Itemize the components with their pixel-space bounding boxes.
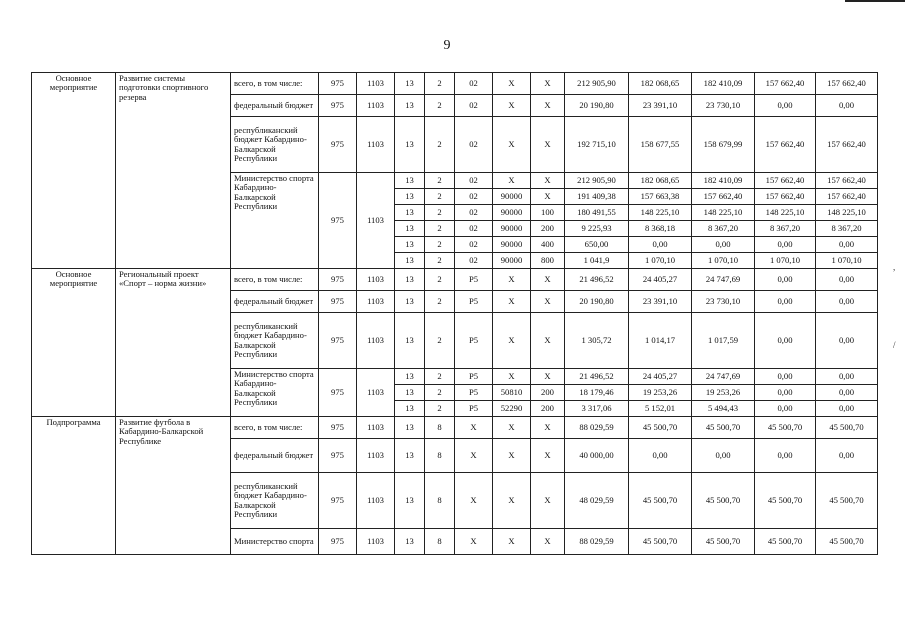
amount-cell: 212 905,90 [565, 73, 629, 95]
section-code-cell: 1103 [357, 369, 395, 417]
amount-cell: 0,00 [755, 369, 816, 385]
amount-cell: 0,00 [629, 237, 692, 253]
section-code-cell: 1103 [357, 439, 395, 473]
budget-code-cell: X [455, 473, 493, 529]
amount-cell: 1 070,10 [692, 253, 755, 269]
amount-cell: 0,00 [755, 291, 816, 313]
amount-cell: 24 405,27 [629, 369, 692, 385]
amount-cell: 0,00 [755, 439, 816, 473]
amount-cell: 5 494,43 [692, 401, 755, 417]
table-row [32, 269, 878, 291]
budget-code-cell: 13 [395, 369, 425, 385]
amount-cell: 182 068,65 [629, 173, 692, 189]
amount-cell: 45 500,70 [816, 417, 878, 439]
amount-cell: 0,00 [755, 385, 816, 401]
budget-code-cell: 13 [395, 385, 425, 401]
budget-code-cell: X [493, 73, 531, 95]
amount-cell: 1 070,10 [816, 253, 878, 269]
amount-cell: 0,00 [816, 95, 878, 117]
budget-code-cell: 02 [455, 221, 493, 237]
budget-code-cell: P5 [455, 313, 493, 369]
amount-cell: 1 041,9 [565, 253, 629, 269]
budget-code-cell: 2 [425, 221, 455, 237]
amount-cell: 45 500,70 [629, 529, 692, 555]
grbs-code-cell: 975 [319, 473, 357, 529]
amount-cell: 0,00 [816, 401, 878, 417]
budget-code-cell: X [531, 95, 565, 117]
amount-cell: 5 152,01 [629, 401, 692, 417]
budget-code-cell: X [531, 529, 565, 555]
section-code-cell: 1103 [357, 269, 395, 291]
budget-code-cell: 90000 [493, 253, 531, 269]
budget-code-cell: 2 [425, 237, 455, 253]
amount-cell: 0,00 [692, 237, 755, 253]
funding-source-cell: республиканский бюджет Кабардино-Балкарской Республики [231, 473, 319, 529]
budget-code-cell: X [493, 269, 531, 291]
funding-source-cell: всего, в том числе: [231, 269, 319, 291]
budget-code-cell: 2 [425, 173, 455, 189]
amount-cell: 8 367,20 [755, 221, 816, 237]
budget-code-cell: 13 [395, 205, 425, 221]
amount-cell: 45 500,70 [755, 417, 816, 439]
budget-code-cell: 13 [395, 291, 425, 313]
amount-cell: 45 500,70 [755, 529, 816, 555]
amount-cell: 20 190,80 [565, 291, 629, 313]
budget-code-cell: 13 [395, 95, 425, 117]
table-row [32, 417, 878, 439]
budget-code-cell: 13 [395, 221, 425, 237]
budget-code-cell: 2 [425, 117, 455, 173]
amount-cell: 157 663,38 [629, 189, 692, 205]
budget-code-cell: X [493, 417, 531, 439]
amount-cell: 23 391,10 [629, 95, 692, 117]
amount-cell: 148 225,10 [692, 205, 755, 221]
amount-cell: 0,00 [755, 401, 816, 417]
amount-cell: 157 662,40 [816, 189, 878, 205]
grbs-code-cell: 975 [319, 369, 357, 417]
budget-code-cell: 13 [395, 473, 425, 529]
amount-cell: 24 747,69 [692, 369, 755, 385]
budget-code-cell: 2 [425, 205, 455, 221]
amount-cell: 19 253,26 [692, 385, 755, 401]
amount-cell: 21 496,52 [565, 269, 629, 291]
section-code-cell: 1103 [357, 117, 395, 173]
budget-code-cell: X [531, 269, 565, 291]
amount-cell: 24 747,69 [692, 269, 755, 291]
table-body [32, 73, 878, 555]
item-name-cell: Развитие футбола в Кабардино-Балкарской Республике [116, 417, 231, 555]
budget-code-cell: 02 [455, 117, 493, 173]
amount-cell: 23 730,10 [692, 291, 755, 313]
budget-code-cell: 13 [395, 173, 425, 189]
amount-cell: 182 068,65 [629, 73, 692, 95]
amount-cell: 0,00 [692, 439, 755, 473]
budget-code-cell: X [531, 73, 565, 95]
amount-cell: 191 409,38 [565, 189, 629, 205]
amount-cell: 88 029,59 [565, 417, 629, 439]
amount-cell: 0,00 [816, 269, 878, 291]
table-row [32, 73, 878, 95]
page-number: 9 [443, 38, 451, 53]
budget-code-cell: X [455, 417, 493, 439]
amount-cell: 0,00 [816, 439, 878, 473]
amount-cell: 0,00 [629, 439, 692, 473]
section-code-cell: 1103 [357, 473, 395, 529]
budget-code-cell: 50810 [493, 385, 531, 401]
page-top-rule [845, 0, 905, 2]
grbs-code-cell: 975 [319, 313, 357, 369]
budget-code-cell: 13 [395, 439, 425, 473]
budget-code-cell: P5 [455, 369, 493, 385]
budget-code-cell: X [493, 369, 531, 385]
budget-code-cell: 02 [455, 189, 493, 205]
budget-code-cell: 13 [395, 189, 425, 205]
amount-cell: 1 070,10 [629, 253, 692, 269]
item-type-cell: Основное мероприятие [32, 269, 116, 417]
funding-source-cell: всего, в том числе: [231, 73, 319, 95]
budget-code-cell: 13 [395, 401, 425, 417]
amount-cell: 0,00 [816, 291, 878, 313]
budget-code-cell: X [493, 473, 531, 529]
funding-source-cell: федеральный бюджет [231, 439, 319, 473]
amount-cell: 45 500,70 [692, 417, 755, 439]
item-name-cell: Развитие системы подготовки спортивного резерва [116, 73, 231, 269]
budget-code-cell: 2 [425, 269, 455, 291]
amount-cell: 148 225,10 [816, 205, 878, 221]
grbs-code-cell: 975 [319, 439, 357, 473]
budget-code-cell: X [493, 173, 531, 189]
amount-cell: 23 730,10 [692, 95, 755, 117]
budget-code-cell: 02 [455, 205, 493, 221]
amount-cell: 18 179,46 [565, 385, 629, 401]
amount-cell: 48 029,59 [565, 473, 629, 529]
amount-cell: 650,00 [565, 237, 629, 253]
funding-source-cell: Министерство спорта Кабардино-Балкарской Республики [231, 173, 319, 269]
amount-cell: 19 253,26 [629, 385, 692, 401]
section-code-cell: 1103 [357, 417, 395, 439]
amount-cell: 158 679,99 [692, 117, 755, 173]
grbs-code-cell: 975 [319, 417, 357, 439]
budget-code-cell: 02 [455, 237, 493, 253]
funding-source-cell: Министерство спорта [231, 529, 319, 555]
amount-cell: 0,00 [755, 237, 816, 253]
budget-code-cell: 13 [395, 73, 425, 95]
amount-cell: 212 905,90 [565, 173, 629, 189]
budget-code-cell: 8 [425, 439, 455, 473]
section-code-cell: 1103 [357, 291, 395, 313]
grbs-code-cell: 975 [319, 269, 357, 291]
amount-cell: 40 000,00 [565, 439, 629, 473]
amount-cell: 157 662,40 [755, 173, 816, 189]
funding-source-cell: республиканский бюджет Кабардино-Балкарской Республики [231, 313, 319, 369]
margin-mark: / [893, 340, 896, 350]
amount-cell: 158 677,55 [629, 117, 692, 173]
budget-code-cell: 200 [531, 385, 565, 401]
grbs-code-cell: 975 [319, 529, 357, 555]
budget-code-cell: 13 [395, 529, 425, 555]
section-code-cell: 1103 [357, 529, 395, 555]
amount-cell: 157 662,40 [755, 73, 816, 95]
budget-code-cell: 800 [531, 253, 565, 269]
budget-code-cell: 13 [395, 269, 425, 291]
budget-code-cell: 2 [425, 253, 455, 269]
budget-code-cell: X [531, 291, 565, 313]
item-name-cell: Региональный проект «Спорт – норма жизни» [116, 269, 231, 417]
amount-cell: 157 662,40 [816, 173, 878, 189]
amount-cell: 1 014,17 [629, 313, 692, 369]
amount-cell: 21 496,52 [565, 369, 629, 385]
amount-cell: 148 225,10 [629, 205, 692, 221]
item-type-cell: Основное мероприятие [32, 73, 116, 269]
amount-cell: 45 500,70 [816, 473, 878, 529]
budget-code-cell: P5 [455, 291, 493, 313]
amount-cell: 0,00 [816, 237, 878, 253]
amount-cell: 0,00 [816, 313, 878, 369]
funding-source-cell: республиканский бюджет Кабардино-Балкарской Республики [231, 117, 319, 173]
budget-code-cell: 2 [425, 291, 455, 313]
amount-cell: 180 491,55 [565, 205, 629, 221]
amount-cell: 20 190,80 [565, 95, 629, 117]
amount-cell: 1 305,72 [565, 313, 629, 369]
section-code-cell: 1103 [357, 313, 395, 369]
budget-code-cell: 2 [425, 313, 455, 369]
amount-cell: 182 410,09 [692, 73, 755, 95]
budget-code-cell: 2 [425, 73, 455, 95]
budget-code-cell: 02 [455, 173, 493, 189]
budget-code-cell: 2 [425, 385, 455, 401]
budget-code-cell: 8 [425, 473, 455, 529]
amount-cell: 45 500,70 [692, 473, 755, 529]
amount-cell: 182 410,09 [692, 173, 755, 189]
item-type-cell: Подпрограмма [32, 417, 116, 555]
budget-code-cell: 8 [425, 417, 455, 439]
budget-code-cell: 200 [531, 221, 565, 237]
budget-code-cell: X [531, 417, 565, 439]
budget-code-cell: 02 [455, 95, 493, 117]
budget-code-cell: 2 [425, 189, 455, 205]
amount-cell: 8 368,18 [629, 221, 692, 237]
budget-code-cell: X [531, 473, 565, 529]
budget-code-cell: X [455, 439, 493, 473]
budget-code-cell: 13 [395, 237, 425, 253]
amount-cell: 157 662,40 [692, 189, 755, 205]
amount-cell: 9 225,93 [565, 221, 629, 237]
amount-cell: 88 029,59 [565, 529, 629, 555]
budget-code-cell: X [493, 291, 531, 313]
funding-source-cell: всего, в том числе: [231, 417, 319, 439]
amount-cell: 1 070,10 [755, 253, 816, 269]
budget-code-cell: 52290 [493, 401, 531, 417]
budget-code-cell: P5 [455, 269, 493, 291]
budget-code-cell: 100 [531, 205, 565, 221]
amount-cell: 157 662,40 [755, 189, 816, 205]
amount-cell: 45 500,70 [629, 473, 692, 529]
amount-cell: 157 662,40 [816, 73, 878, 95]
budget-code-cell: X [531, 313, 565, 369]
budget-code-cell: 02 [455, 73, 493, 95]
amount-cell: 157 662,40 [755, 117, 816, 173]
amount-cell: 3 317,06 [565, 401, 629, 417]
amount-cell: 45 500,70 [816, 529, 878, 555]
amount-cell: 45 500,70 [629, 417, 692, 439]
budget-code-cell: X [493, 529, 531, 555]
budget-code-cell: 90000 [493, 189, 531, 205]
budget-code-cell: 2 [425, 369, 455, 385]
budget-code-cell: X [531, 117, 565, 173]
grbs-code-cell: 975 [319, 117, 357, 173]
budget-code-cell: X [455, 529, 493, 555]
budget-code-cell: X [531, 173, 565, 189]
amount-cell: 148 225,10 [755, 205, 816, 221]
amount-cell: 157 662,40 [816, 117, 878, 173]
grbs-code-cell: 975 [319, 73, 357, 95]
budget-code-cell: X [531, 369, 565, 385]
budget-code-cell: 200 [531, 401, 565, 417]
amount-cell: 45 500,70 [692, 529, 755, 555]
budget-code-cell: P5 [455, 401, 493, 417]
grbs-code-cell: 975 [319, 173, 357, 269]
budget-code-cell: X [493, 313, 531, 369]
budget-code-cell: 13 [395, 117, 425, 173]
budget-code-cell: 8 [425, 529, 455, 555]
funding-source-cell: Министерство спорта Кабардино-Балкарской Республики [231, 369, 319, 417]
amount-cell: 45 500,70 [755, 473, 816, 529]
amount-cell: 0,00 [816, 385, 878, 401]
amount-cell: 8 367,20 [816, 221, 878, 237]
amount-cell: 0,00 [755, 313, 816, 369]
amount-cell: 0,00 [755, 269, 816, 291]
budget-code-cell: 13 [395, 253, 425, 269]
amount-cell: 8 367,20 [692, 221, 755, 237]
amount-cell: 0,00 [755, 95, 816, 117]
amount-cell: 0,00 [816, 369, 878, 385]
budget-code-cell: 2 [425, 401, 455, 417]
amount-cell: 192 715,10 [565, 117, 629, 173]
budget-code-cell: 90000 [493, 237, 531, 253]
amount-cell: 1 017,59 [692, 313, 755, 369]
budget-code-cell: 2 [425, 95, 455, 117]
budget-code-cell: 13 [395, 417, 425, 439]
budget-code-cell: X [493, 95, 531, 117]
budget-table [31, 72, 878, 555]
budget-code-cell: P5 [455, 385, 493, 401]
budget-code-cell: 13 [395, 313, 425, 369]
section-code-cell: 1103 [357, 73, 395, 95]
budget-code-cell: X [493, 439, 531, 473]
section-code-cell: 1103 [357, 95, 395, 117]
budget-code-cell: X [531, 439, 565, 473]
budget-code-cell: X [531, 189, 565, 205]
budget-code-cell: 02 [455, 253, 493, 269]
budget-code-cell: 400 [531, 237, 565, 253]
budget-code-cell: 90000 [493, 221, 531, 237]
budget-code-cell: X [493, 117, 531, 173]
funding-source-cell: федеральный бюджет [231, 95, 319, 117]
budget-code-cell: 90000 [493, 205, 531, 221]
funding-source-cell: федеральный бюджет [231, 291, 319, 313]
amount-cell: 23 391,10 [629, 291, 692, 313]
margin-mark: , [893, 262, 896, 272]
amount-cell: 24 405,27 [629, 269, 692, 291]
grbs-code-cell: 975 [319, 95, 357, 117]
section-code-cell: 1103 [357, 173, 395, 269]
grbs-code-cell: 975 [319, 291, 357, 313]
